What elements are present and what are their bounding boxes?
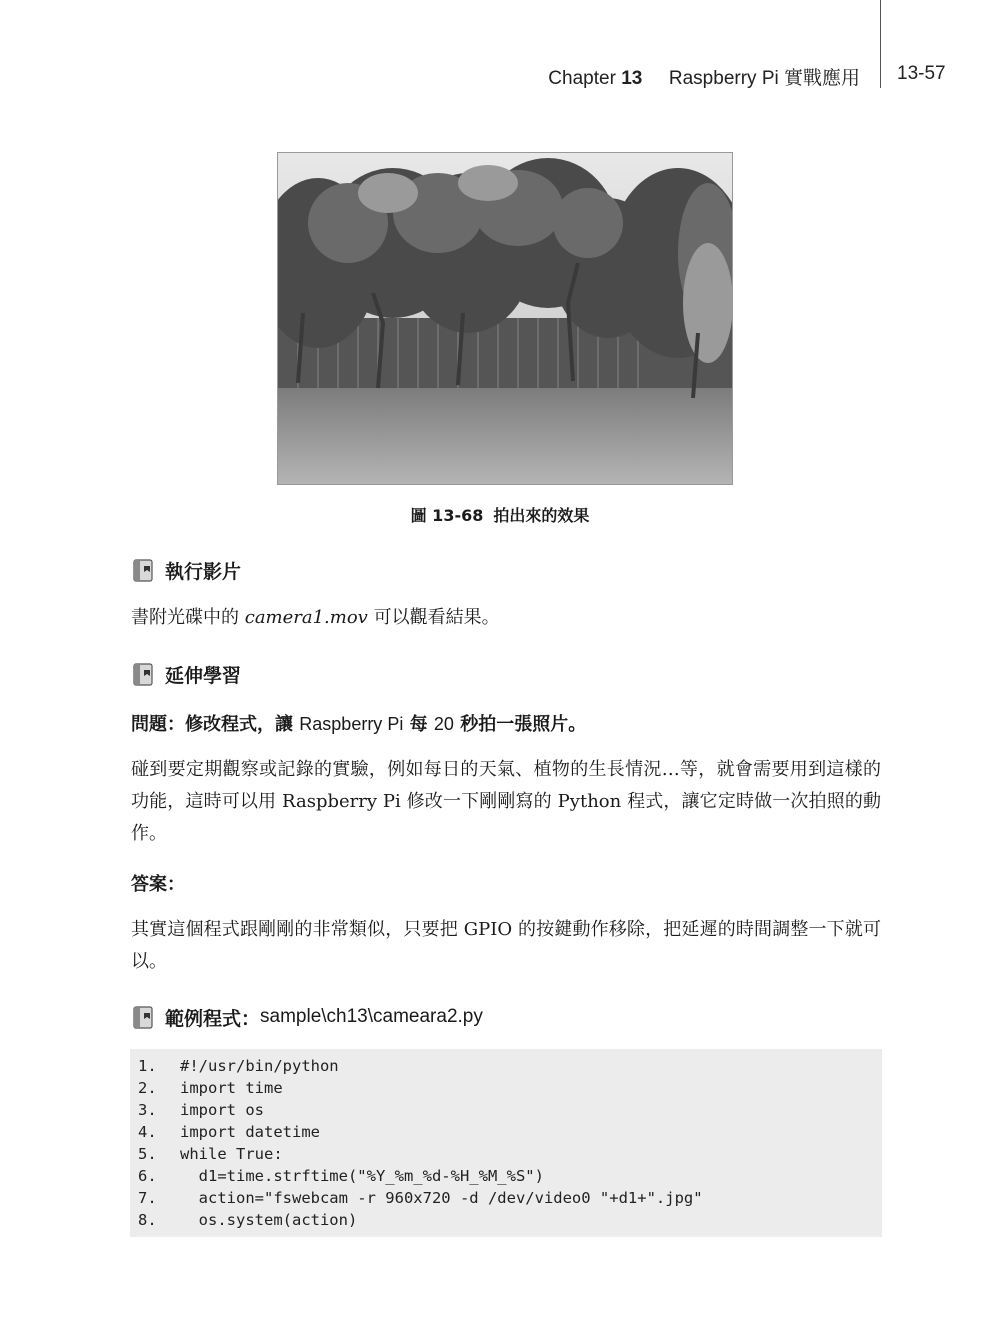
header-divider xyxy=(880,0,881,88)
question-prefix: 問題：修改程式，讓 xyxy=(131,714,293,735)
video-filename: camera1.mov xyxy=(244,607,368,628)
figure-caption-text: 拍出來的效果 xyxy=(493,506,590,525)
backyard-photo-illustration xyxy=(278,153,733,485)
code-text: d1=time.strftime("%Y_%m_%d-%H_%M_%S") xyxy=(180,1167,544,1185)
code-block xyxy=(130,1049,882,1237)
extend-paragraph: 碰到要定期觀察或記錄的實驗，例如每日的天氣、植物的生長情況…等，就會需要用到這樣的功能，這時可以用 Raspberry Pi 修改一下剛剛寫的 Python 程式，讓它定時做一次拍照的動作。 xyxy=(131,759,881,844)
line-number: 7. xyxy=(138,1189,157,1207)
section-heading-sample xyxy=(131,1003,483,1031)
figure-photo xyxy=(277,152,733,485)
book-icon xyxy=(131,557,157,583)
line-number: 1. xyxy=(138,1057,157,1075)
line-number: 8. xyxy=(138,1211,157,1229)
question-suffix: 秒拍一張照片。 xyxy=(460,714,587,735)
figure-number: 圖 13-68 xyxy=(410,506,484,525)
question-product: Raspberry Pi xyxy=(299,714,404,734)
section-heading-extend xyxy=(131,660,241,688)
section-title: 執行影片 xyxy=(165,560,242,583)
section-title: 範例程式： xyxy=(165,1007,261,1030)
code-text: while True: xyxy=(180,1145,283,1163)
answer-paragraph: 其實這個程式跟剛剛的非常類似，只要把 GPIO 的按鍵動作移除，把延遲的時間調整一下就可以。 xyxy=(131,919,881,972)
answer-heading: 答案： xyxy=(131,874,185,895)
question-mid: 每 xyxy=(409,714,428,735)
section-title: 延伸學習 xyxy=(165,664,242,687)
line-number: 3. xyxy=(138,1101,157,1119)
line-number: 5. xyxy=(138,1145,157,1163)
book-icon xyxy=(131,1004,157,1030)
line-number: 2. xyxy=(138,1079,157,1097)
code-text: action="fswebcam -r 960x720 -d /dev/video0 "+d1+".jpg" xyxy=(180,1189,703,1207)
code-line xyxy=(138,1143,882,1165)
code-text: os.system(action) xyxy=(180,1211,358,1229)
video-text-before: 書附光碟中的 xyxy=(131,607,245,628)
code-line xyxy=(138,1077,882,1099)
line-number: 4. xyxy=(138,1123,157,1141)
video-text-after: 可以觀看結果。 xyxy=(367,607,500,628)
line-number: 6. xyxy=(138,1167,157,1185)
section-heading-video xyxy=(131,556,241,584)
running-header xyxy=(548,63,860,90)
figure-caption xyxy=(0,503,1000,526)
question-number: 20 xyxy=(433,714,454,734)
code-line xyxy=(138,1099,882,1121)
code-text: import datetime xyxy=(180,1123,320,1141)
code-line xyxy=(138,1209,882,1231)
code-line xyxy=(138,1165,882,1187)
code-line xyxy=(138,1055,882,1077)
book-icon xyxy=(131,661,157,687)
page-number: 13-57 xyxy=(897,63,946,84)
sample-path: sample\ch13\cameara2.py xyxy=(260,1006,483,1027)
question-heading xyxy=(131,710,586,736)
chapter-number: 13 xyxy=(621,68,643,89)
chapter-label: Chapter xyxy=(548,68,616,89)
code-text: import os xyxy=(180,1101,264,1119)
chapter-title: Raspberry Pi 實戰應用 xyxy=(668,68,860,89)
code-line xyxy=(138,1121,882,1143)
code-text: import time xyxy=(180,1079,283,1097)
code-line xyxy=(138,1187,882,1209)
code-text: #!/usr/bin/python xyxy=(180,1057,339,1075)
video-paragraph xyxy=(131,602,881,634)
